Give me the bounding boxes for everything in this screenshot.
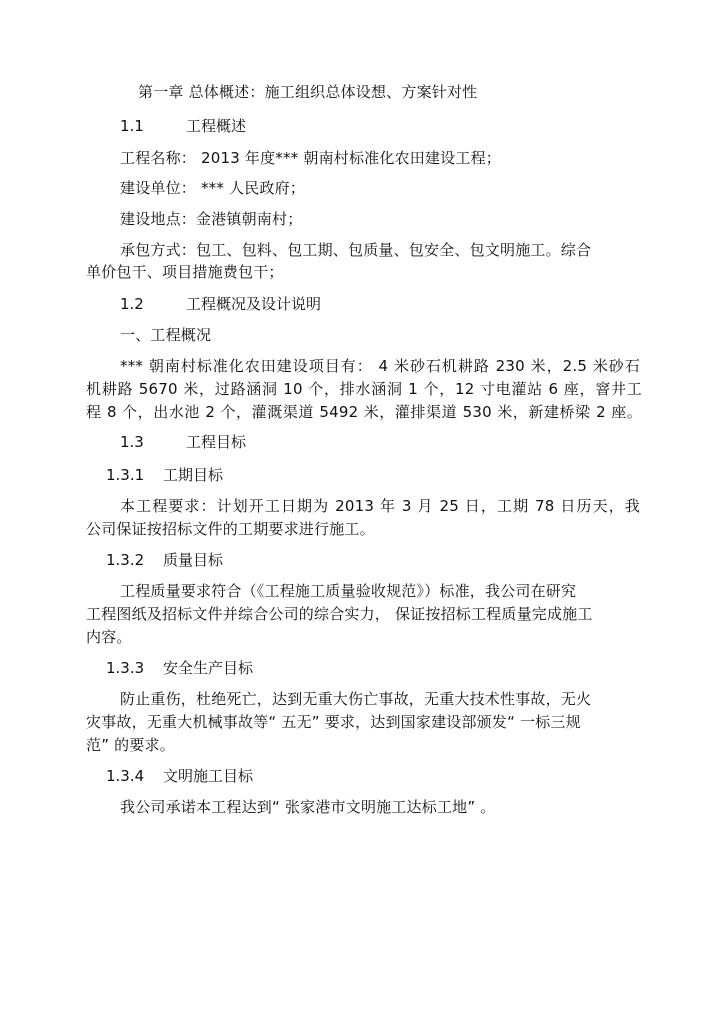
scope-line-1: *** 朝南村标准化农田建设项目有： 4 米砂石机耕路 230 米，2.5 米砂石 — [120, 357, 640, 375]
section-1-2-number: 1.2 — [120, 295, 144, 313]
section-1-3-1-title: 工期目标 — [163, 466, 224, 484]
sub-heading: 一、工程概况 — [120, 326, 212, 344]
quality-line-2: 工程图纸及招标文件并综合公司的综合实力， 保证按招标工程质量完成施工 — [86, 605, 593, 623]
location-line: 建设地点：金港镇朝南村； — [120, 210, 303, 228]
section-1-3-number: 1.3 — [120, 433, 144, 451]
contract-line-1: 承包方式：包工、包料、包工期、包质量、包安全、包文明施工。综合 — [120, 241, 592, 259]
section-1-1-number: 1.1 — [120, 117, 144, 135]
section-1-3-title: 工程目标 — [186, 433, 247, 451]
safety-line-3: 范” 的要求。 — [86, 736, 175, 754]
quality-line-1: 工程质量要求符合（《工程施工质量验收规范》）标准，我公司在研究 — [120, 582, 577, 600]
quality-line-3: 内容。 — [86, 628, 132, 646]
section-1-3-4-title: 文明施工目标 — [163, 767, 254, 785]
section-1-3-1-number: 1.3.1 — [106, 466, 145, 484]
contract-line-2: 单价包干、项目措施费包干； — [86, 263, 284, 281]
civil-line-1: 我公司承诺本工程达到“ 张家港市文明施工达标工地” 。 — [120, 798, 496, 816]
builder-line: 建设单位： *** 人民政府； — [120, 179, 306, 197]
project-name-line: 工程名称： 2013 年度*** 朝南村标准化农田建设工程； — [120, 149, 501, 167]
schedule-line-1: 本工程要求：计划开工日期为 2013 年 3 月 25 日，工期 78 日历天，我 — [120, 497, 640, 515]
safety-line-2: 灾事故，无重大机械事故等“ 五无” 要求，达到国家建设部颁发“ 一标三规 — [86, 713, 581, 731]
scope-line-3: 程 8 个，出水池 2 个，灌溉渠道 5492 米，灌排渠道 530 米，新建桥梁 2 座。 — [86, 403, 642, 421]
section-1-3-3-title: 安全生产目标 — [163, 659, 254, 677]
section-1-3-2-number: 1.3.2 — [106, 551, 145, 569]
scope-line-2: 机耕路 5670 米，过路涵洞 10 个，排水涵洞 1 个，12 寸电灌站 6 座，窨井工 — [86, 380, 642, 398]
section-1-3-4-number: 1.3.4 — [106, 767, 145, 785]
section-1-3-3-number: 1.3.3 — [106, 659, 145, 677]
schedule-line-2: 公司保证按招标文件的工期要求进行施工。 — [86, 520, 375, 538]
chapter-title: 第一章 总体概述：施工组织总体设想、方案针对性 — [138, 83, 478, 101]
section-1-2-title: 工程概况及设计说明 — [186, 295, 322, 313]
section-1-1-title: 工程概述 — [186, 117, 247, 135]
section-1-3-2-title: 质量目标 — [163, 551, 224, 569]
safety-line-1: 防止重伤，杜绝死亡，达到无重大伤亡事故，无重大技术性事故，无火 — [120, 690, 592, 708]
